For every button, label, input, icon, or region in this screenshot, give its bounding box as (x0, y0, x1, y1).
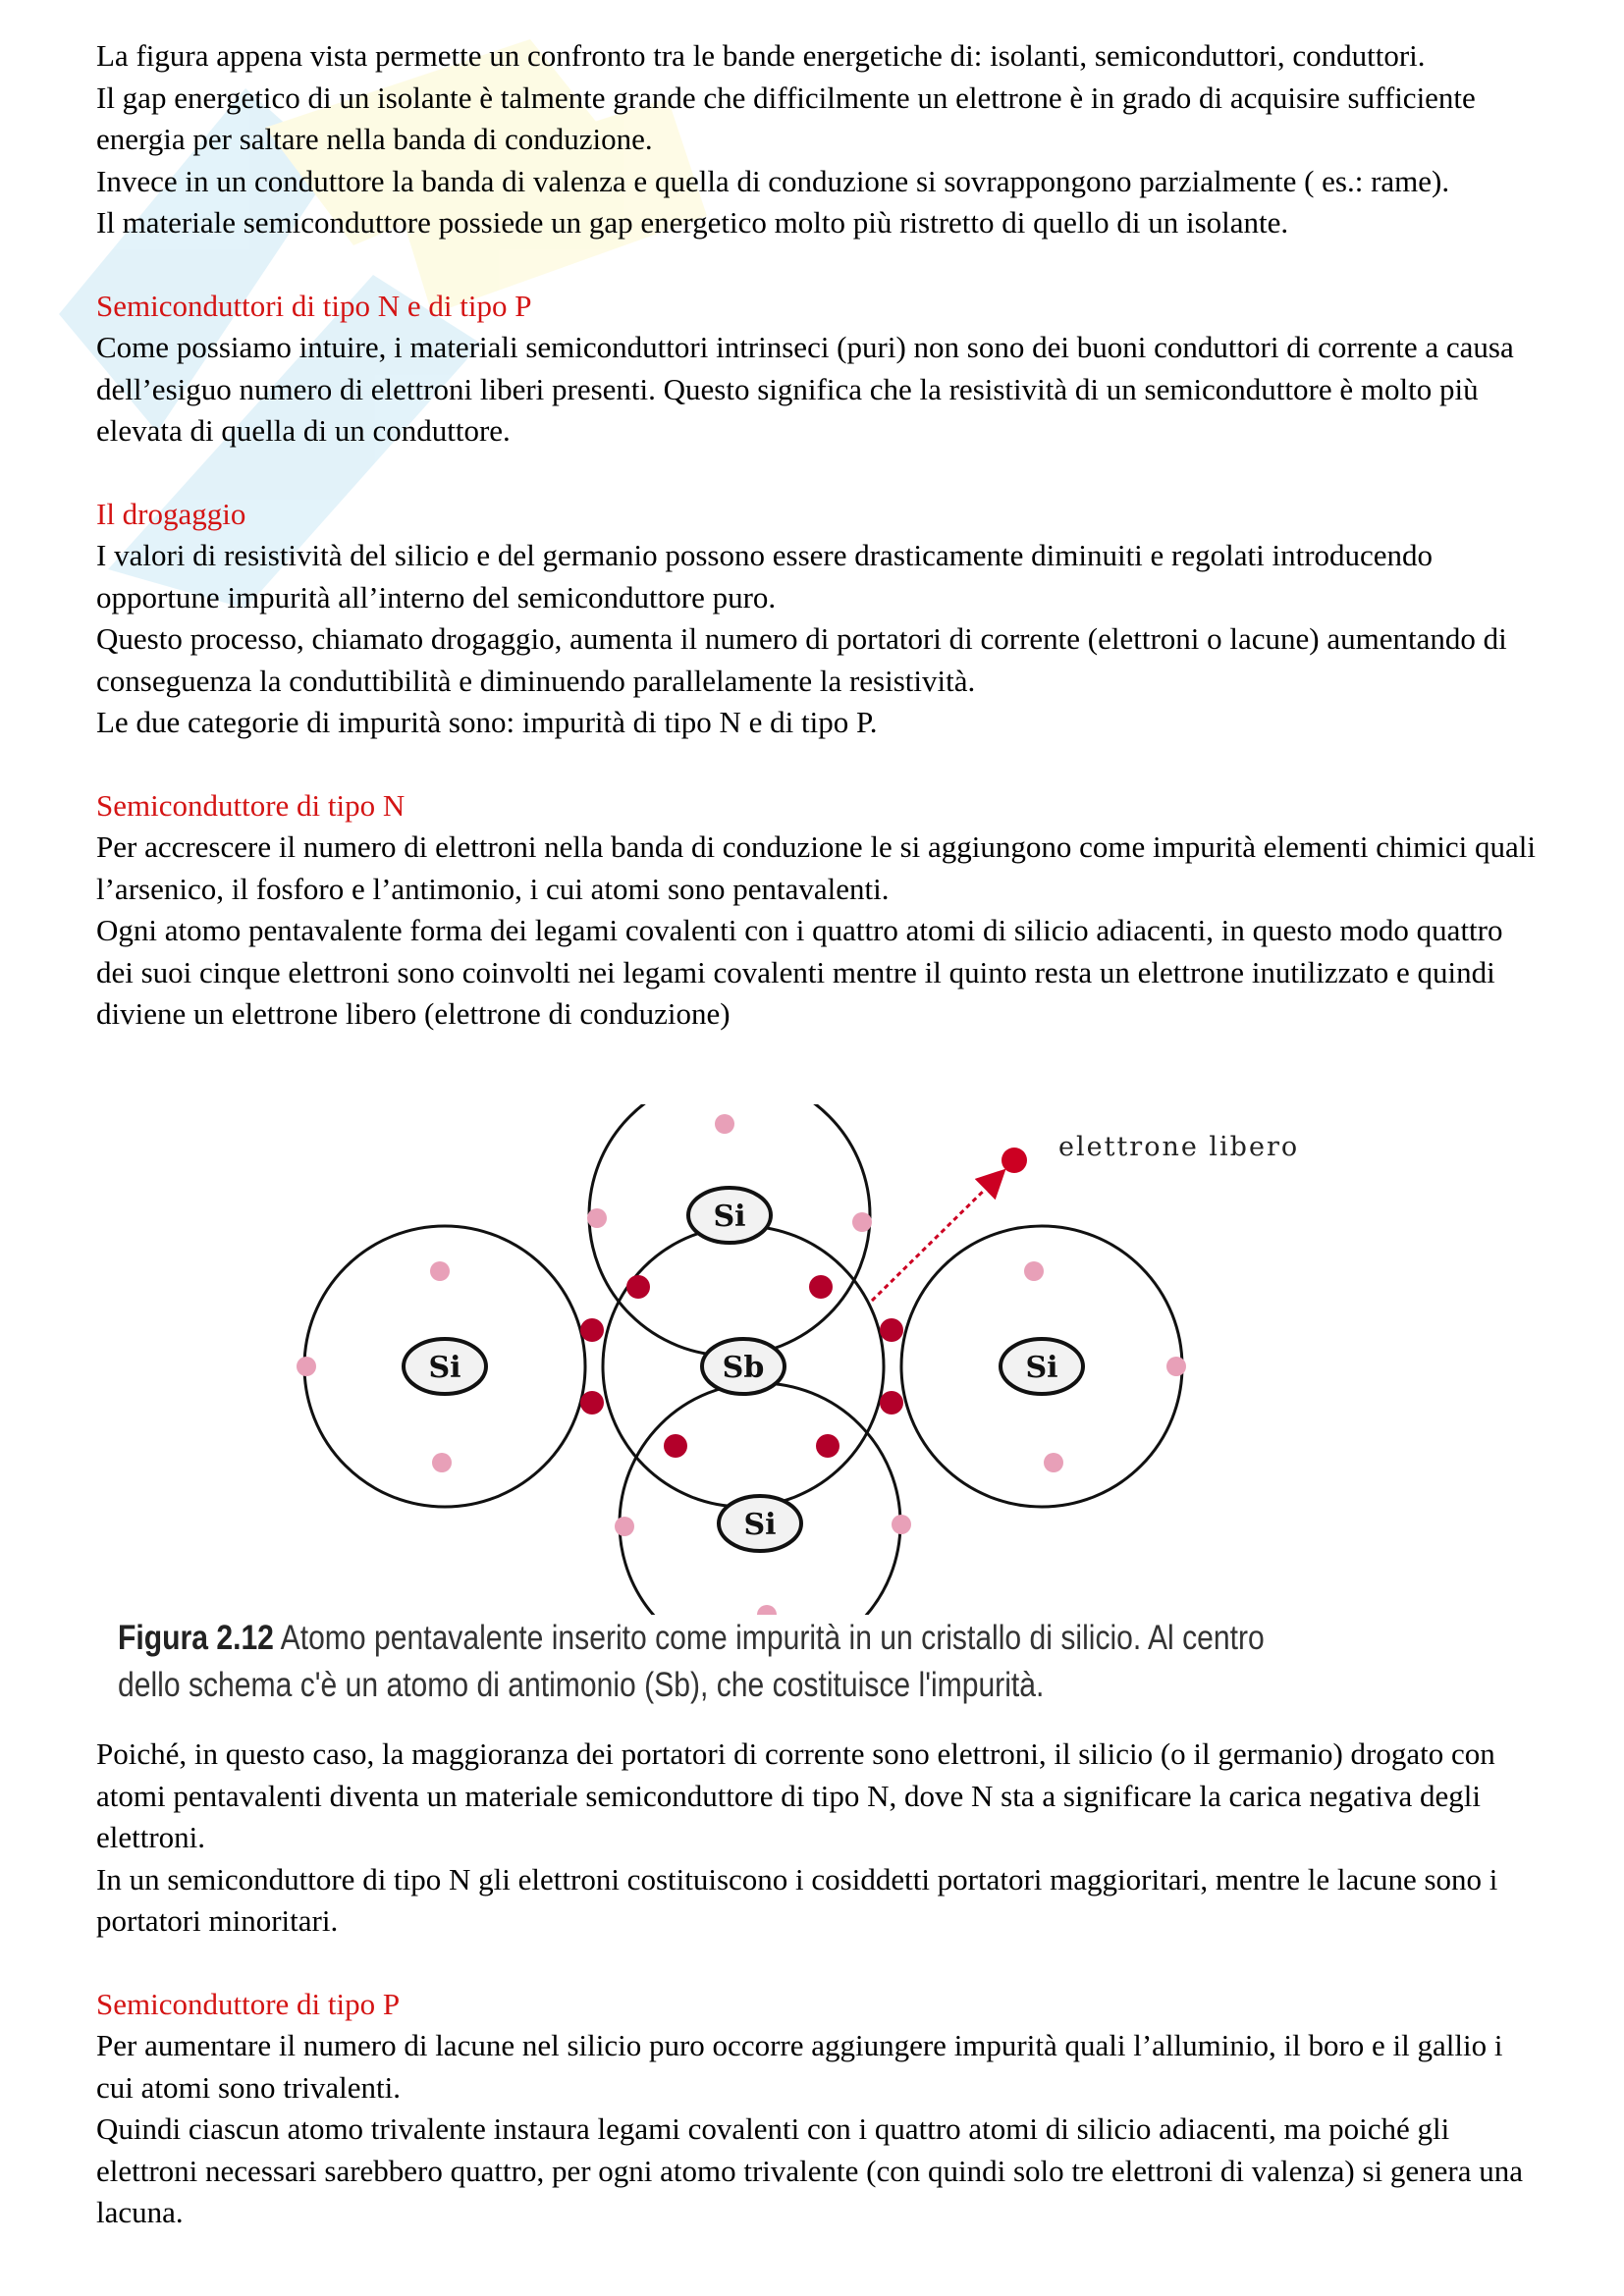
atom-label-left: Si (428, 1351, 461, 1385)
bond-electron (880, 1391, 903, 1415)
atom-label-center: Sb (722, 1351, 765, 1385)
paragraph: Poiché, in questo caso, la maggioranza dei portatori di corrente sono elettroni, il silicio (o il germanio) drogato con atomi pentavalenti diventa un materiale semiconduttore di tipo N, dove N sta a significare la carica negativa degli elettroni. (96, 1736, 1495, 1854)
section-heading: Il drogaggio (96, 496, 246, 531)
paragraph: Ogni atomo pentavalente forma dei legami covalenti con i quattro atomi di silicio adiacenti, in questo modo quattro dei suoi cinque elettroni sono coinvolti nei legami covalenti mentre il quinto resta un elettrone inutilizzato e quindi diviene un elettrone libero (elettrone di conduzione) (96, 913, 1503, 1031)
atom-label-right: Si (1025, 1351, 1058, 1385)
caption-number: Figura 2.12 (118, 1619, 274, 1657)
bond-electron (664, 1434, 687, 1458)
valence-electron (757, 1605, 777, 1615)
bond-electron (816, 1434, 839, 1458)
paragraph: Il gap energetico di un isolante è talmente grande che difficilmente un elettrone è in grado di acquisire sufficiente energia per saltare nella banda di conduzione. (96, 80, 1476, 156)
paragraph: Per aumentare il numero di lacune nel silicio puro occorre aggiungere impurità quali l’alluminio, il boro e il gallio i cui atomi sono trivalenti. (96, 2028, 1503, 2105)
text-block-upper (96, 35, 1540, 1036)
bond-electron (626, 1275, 650, 1299)
atom-label-bottom: Si (743, 1508, 777, 1542)
paragraph: Invece in un conduttore la banda di valenza e quella di conduzione si sovrappongono parzialmente ( es.: rame). (96, 163, 1450, 198)
section-heading: Semiconduttori di tipo N e di tipo P (96, 288, 532, 323)
figure-caption (118, 1615, 1317, 1709)
valence-electron (587, 1208, 607, 1228)
paragraph: Questo processo, chiamato drogaggio, aumenta il numero di portatori di corrente (elettroni o lacune) aumentando di conseguenza la conduttibilità e diminuendo parallelamente la resistività. (96, 621, 1507, 698)
bond-electron (580, 1391, 604, 1415)
atom-label-top: Si (713, 1200, 746, 1234)
valence-electron (615, 1517, 634, 1536)
valence-electron (1024, 1261, 1044, 1281)
section-heading: Semiconduttore di tipo N (96, 787, 406, 823)
paragraph: Le due categorie di impurità sono: impurità di tipo N e di tipo P. (96, 705, 878, 739)
paragraph: Per accrescere il numero di elettroni nella banda di conduzione le si aggiungono come impurità elementi chimici quali l’arsenico, il fosforo e l’antimonio, i cui atomi sono pentavalenti. (96, 829, 1536, 906)
paragraph: Quindi ciascun atomo trivalente instaura legami covalenti con i quattro atomi di silicio adiacenti, ma poiché gli elettroni necessari sarebbero quattro, per ogni atomo trivalente (con quindi solo tre elettroni di valenza) si genera una lacuna. (96, 2111, 1524, 2229)
paragraph: Come possiamo intuire, i materiali semiconduttori intrinseci (puri) non sono dei buoni conduttori di corrente a causa dell’esiguo numero di elettroni liberi presenti. Questo significa che la resistività di un semiconduttore è molto più elevata di quella di un conduttore. (96, 330, 1514, 448)
valence-electron (430, 1261, 450, 1281)
valence-electron (715, 1114, 734, 1134)
valence-electron (1166, 1357, 1186, 1376)
caption-text: Atomo pentavalente inserito come impurità in un cristallo di silicio. Al centro (280, 1619, 1265, 1657)
paragraph: La figura appena vista permette un confronto tra le bande energetiche di: isolanti, semiconduttori, conduttori. (96, 38, 1426, 73)
free-electron (1001, 1148, 1027, 1173)
bond-electron (809, 1275, 833, 1299)
free-electron-label: elettrone libero (1058, 1132, 1300, 1162)
valence-electron (432, 1453, 452, 1472)
crystal-lattice-svg (96, 1104, 1510, 1615)
caption-text-line2: dello schema c'è un atomo di antimonio (Sb), che costituisce l'impurità. (118, 1666, 1045, 1704)
valence-electron (852, 1212, 872, 1232)
paragraph: I valori di resistività del silicio e del germanio possono essere drasticamente diminuiti e regolati introducendo opportune impurità all’interno del semiconduttore puro. (96, 538, 1434, 614)
section-heading: Semiconduttore di tipo P (96, 1986, 401, 2021)
bond-electron (880, 1318, 903, 1342)
valence-electron (1044, 1453, 1063, 1472)
text-block-lower (96, 1734, 1540, 2234)
valence-electron (892, 1515, 911, 1534)
paragraph: Il materiale semiconduttore possiede un gap energetico molto più ristretto di quello di un isolante. (96, 205, 1289, 240)
valence-electron (297, 1357, 316, 1376)
free-electron-arrow (872, 1177, 998, 1301)
paragraph: In un semiconduttore di tipo N gli elettroni costituiscono i cosiddetti portatori maggioritari, mentre le lacune sono i portatori minoritari. (96, 1861, 1498, 1938)
bond-electron (580, 1318, 604, 1342)
figure-crystal-diagram (96, 1104, 1510, 1733)
